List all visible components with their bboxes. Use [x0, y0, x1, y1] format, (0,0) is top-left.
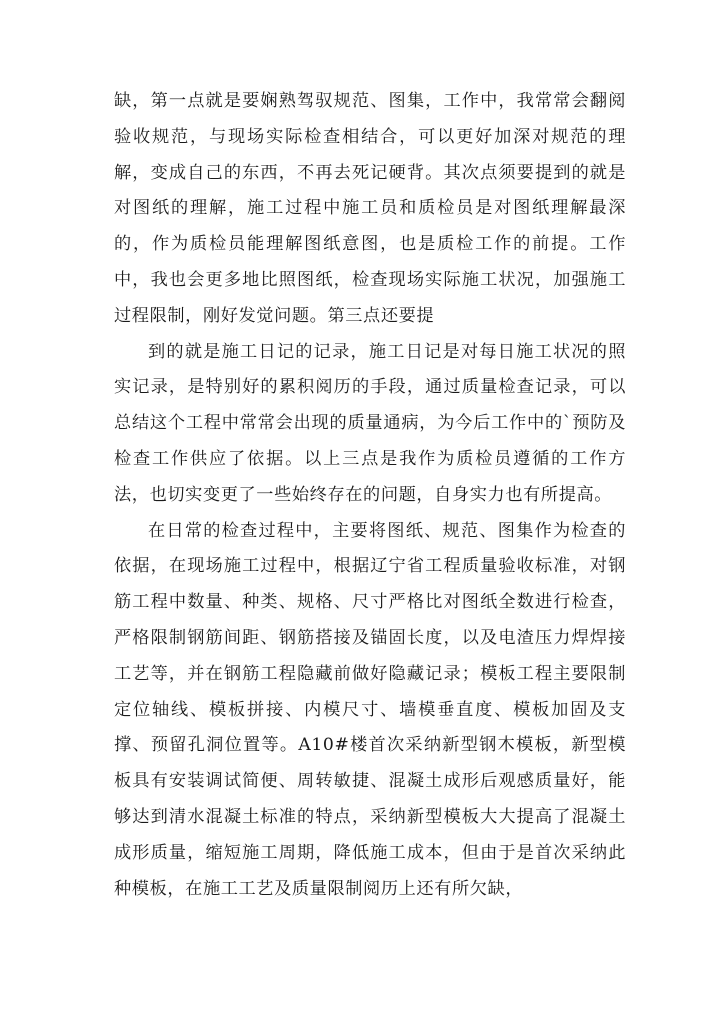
paragraph-continuation: 缺，第一点就是要娴熟驾驭规范、图集，工作中，我常常会翻阅验收规范，与现场实际检查相结合，可以更好加深对规范的理解，变成自己的东西，不再去死记硬背。其次点须要提到的就是对图纸的理解，施工过程中施工员和质检员是对图纸理解最深的，作为质检员能理解图纸意图，也是质检工作的前提。工作中，我也会更多地比照图纸，检查现场实际施工状况，加强施工过程限制，刚好发觉问题。第三点还要提: [114, 91, 626, 326]
paragraph-construction-log: 到的就是施工日记的记录，施工日记是对每日施工状况的照实记录，是特别好的累积阅历的手段，通过质量检查记录，可以总结这个工程中常常会出现的质量通病，为今后工作中的`预防及检查工作供应了依据。以上三点是我作为质检员遵循的工作方法，也切实变更了一些始终存在的问题，自身实力也有所提高。: [114, 341, 626, 505]
paragraph-daily-inspection: 在日常的检查过程中，主要将图纸、规范、图集作为检查的依据，在现场施工过程中，根据辽宁省工程质量验收标准，对钢筋工程中数量、种类、规格、尺寸严格比对图纸全数进行检查，严格限制钢筋间距、钢筋搭接及锚固长度，以及电渣压力焊焊接工艺等，并在钢筋工程隐藏前做好隐藏记录；模板工程主要限制定位轴线、模板拼接、内模尺寸、墙模垂直度、模板加固及支撑、预留孔洞位置等。A10#楼首次采纳新型钢木模板，新型模板具有安装调试简便、周转敏捷、混凝土成形后观感质量好，能够达到清水混凝土标准的特点，采纳新型模板大大提高了混凝土成形质量，缩短施工周期，降低施工成本，但由于是首次采纳此种模板，在施工工艺及质量限制阅历上还有所欠缺，: [114, 520, 626, 899]
body-text: [114, 84, 626, 907]
